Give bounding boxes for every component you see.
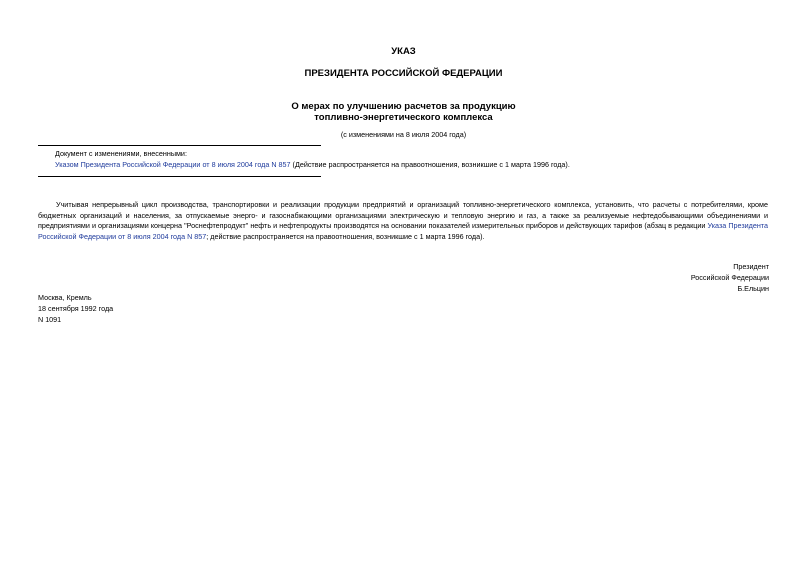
place-city: Москва, Кремль: [38, 293, 92, 302]
signature-title: Президент: [733, 262, 769, 271]
subject-line-2: топливно-энергетического комплекса: [314, 112, 493, 123]
body-paragraph: [38, 200, 768, 242]
signature-name: Б.Ельцин: [737, 283, 769, 293]
signature-block: [560, 262, 769, 294]
changes-label: Документ с изменениями, внесенными:: [55, 149, 187, 158]
issuer-heading: ПРЕЗИДЕНТА РОССИЙСКОЙ ФЕДЕРАЦИИ: [304, 68, 503, 79]
place-date: 18 сентября 1992 года: [38, 303, 114, 313]
amending-decree-link[interactable]: Указом Президента Российской Федерации от 8 июля 2004 года N 857: [55, 160, 291, 169]
body-amending-decree-link[interactable]: Указа Президента Российской Федерации от 8 июля 2004 года N 857: [38, 221, 768, 241]
decree-heading: УКАЗ: [391, 46, 416, 57]
body-effect-note: ; действие распространяется на правоотношения, возникшие с 1 марта 1996 года).: [206, 231, 485, 241]
changes-effect-note: (Действие распространяется на правоотношения, возникшие с 1 марта 1996 года).: [290, 160, 570, 169]
signature-office: Российской Федерации: [690, 272, 769, 282]
document-number: N 1091: [38, 314, 62, 324]
bottom-divider: [38, 176, 321, 177]
place-date-block: [38, 293, 113, 325]
subject-line-1: О мерах по улучшению расчетов за продукцию: [291, 101, 516, 112]
amendment-note: (с изменениями на 8 июля 2004 года): [340, 130, 467, 139]
changes-line: [55, 160, 570, 171]
body-text: Учитывая непрерывный цикл производства, транспортировки и реализации продукции предприятий и организаций топливно-энергетического комплекса, установить, что расчеты с потребителями, кроме бюджетных организаций и населения, за отпускаемые энерго- и газоснабжающими организациями электрическую и тепловую энергию и газ, а также за реализуемые нефтедобывающими объединениями и предприятиями и организациями концерна "Роснефтепродукт" нефть и нефтепродукты производятся на основании показателей измерительных приборов и действующих тарифов (абзац в редакции: [38, 200, 768, 231]
top-divider: [38, 145, 321, 146]
